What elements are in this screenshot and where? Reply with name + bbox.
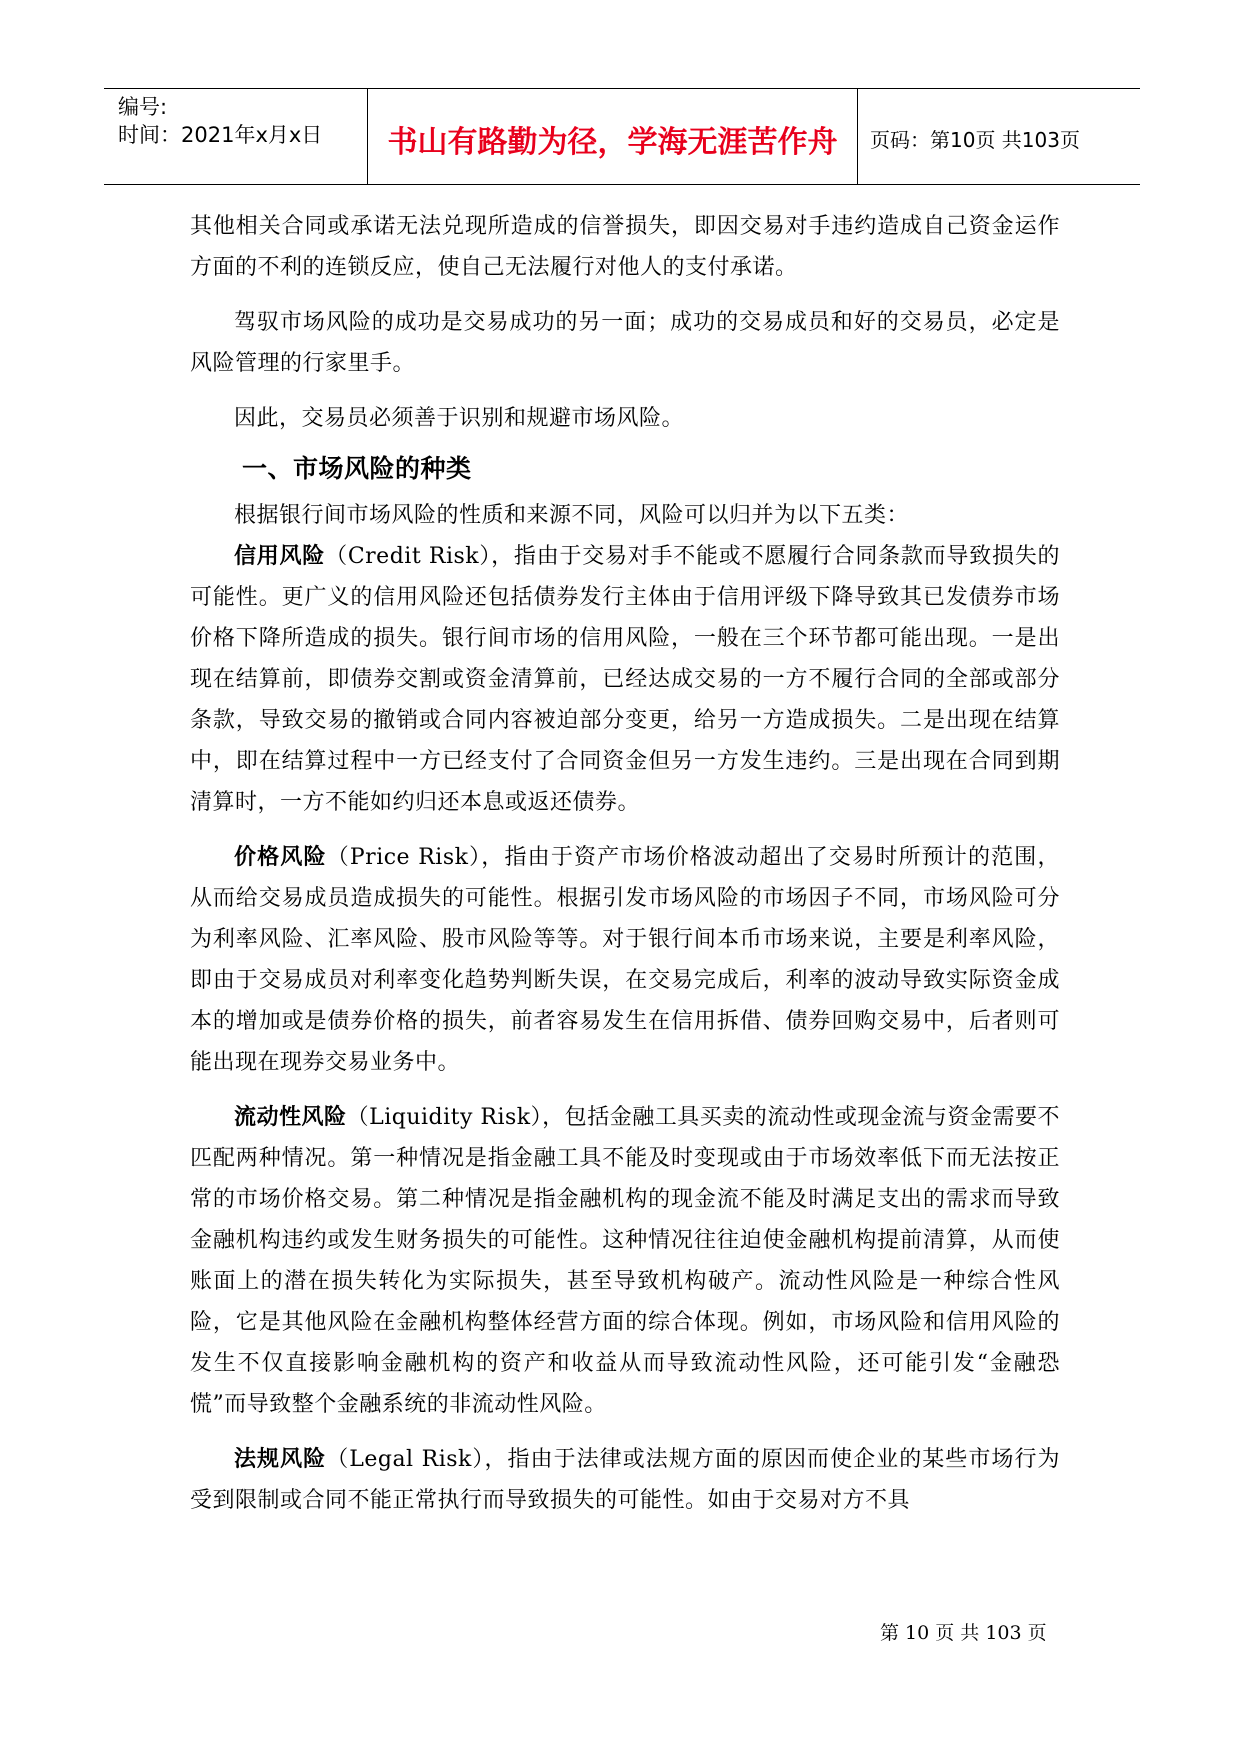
credit-risk-paragraph — [190, 536, 1060, 823]
paragraph: 根据银行间市场风险的性质和来源不同，风险可以归并为以下五类： — [234, 503, 910, 528]
section-heading: 一、市场风险的种类 — [242, 454, 472, 483]
liquidity-risk-term: 流动性风险 — [234, 1105, 347, 1130]
liquidity-risk-paragraph — [190, 1097, 1060, 1425]
page-footer: 第 10 页 共 103 页 — [880, 1622, 1047, 1644]
liquidity-risk-text: （Liquidity Risk），包括金融工具买卖的流动性或现金流与资金需要不匹配两种情况。第一种情况是指金融工具不能及时变现或由于市场效率低下而无法按正常的市场价格交易。第二种情况是指金融机构的现金流不能及时满足支出的需求而导致金融机构违约或发生财务损失的可能性。这种情况往往迫使金融机构提前清算，从而使账面上的潜在损失转化为实际损失，甚至导致机构破产。流动性风险是一种综合性风险，它是其他风险在金融机构整体经营方面的综合体现。例如，市场风险和信用风险的发生不仅直接影响金融机构的资产和收益从而导致流动性风险，还可能引发“金融恐慌”而导致整个金融系统的非流动性风险。 — [190, 1105, 1060, 1417]
credit-risk-term: 信用风险 — [234, 544, 326, 569]
legal-risk-term: 法规风险 — [234, 1447, 327, 1472]
header-page-code: 页码：第10页 共103页 — [870, 128, 1080, 152]
document-time-label: 时间：2021年x月x日 — [118, 123, 323, 147]
document-number-label: 编号: — [118, 95, 168, 119]
document-body — [190, 206, 1060, 1521]
header-meta — [104, 89, 368, 184]
header-motto: 书山有路勤为径，学海无涯苦作舟 — [368, 89, 858, 184]
price-risk-paragraph — [190, 837, 1060, 1083]
price-risk-term: 价格风险 — [234, 845, 327, 870]
page-header — [104, 88, 1140, 185]
legal-risk-text: （Legal Risk），指由于法律或法规方面的原因而使企业的某些市场行为受到限制或合同不能正常执行而导致损失的可能性。如由于交易对方不具 — [190, 1447, 1060, 1513]
paragraph: 因此，交易员必须善于识别和规避市场风险。 — [234, 406, 685, 431]
paragraph: 其他相关合同或承诺无法兑现所造成的信誉损失，即因交易对手违约造成自己资金运作方面的不利的连锁反应，使自己无法履行对他人的支付承诺。 — [190, 214, 1060, 280]
price-risk-text: （Price Risk），指由于资产市场价格波动超出了交易时所预计的范围，从而给交易成员造成损失的可能性。根据引发市场风险的市场因子不同，市场风险可分为利率风险、汇率风险、股市风险等等。对于银行间本币市场来说，主要是利率风险，即由于交易成员对利率变化趋势判断失误，在交易完成后，利率的波动导致实际资金成本的增加或是债券价格的损失，前者容易发生在信用拆借、债券回购交易中，后者则可能出现在现券交易业务中。 — [190, 845, 1060, 1075]
paragraph: 驾驭市场风险的成功是交易成功的另一面；成功的交易成员和好的交易员，必定是风险管理的行家里手。 — [190, 310, 1060, 376]
credit-risk-text: （Credit Risk），指由于交易对手不能或不愿履行合同条款而导致损失的可能性。更广义的信用风险还包括债券发行主体由于信用评级下降导致其已发债券市场价格下降所造成的损失。银行间市场的信用风险，一般在三个环节都可能出现。一是出现在结算前，即债券交割或资金清算前，已经达成交易的一方不履行合同的全部或部分条款，导致交易的撤销或合同内容被迫部分变更，给另一方造成损失。二是出现在结算中，即在结算过程中一方已经支付了合同资金但另一方发生违约。三是出现在合同到期清算时，一方不能如约归还本息或返还债券。 — [190, 544, 1060, 815]
legal-risk-paragraph — [190, 1439, 1060, 1521]
